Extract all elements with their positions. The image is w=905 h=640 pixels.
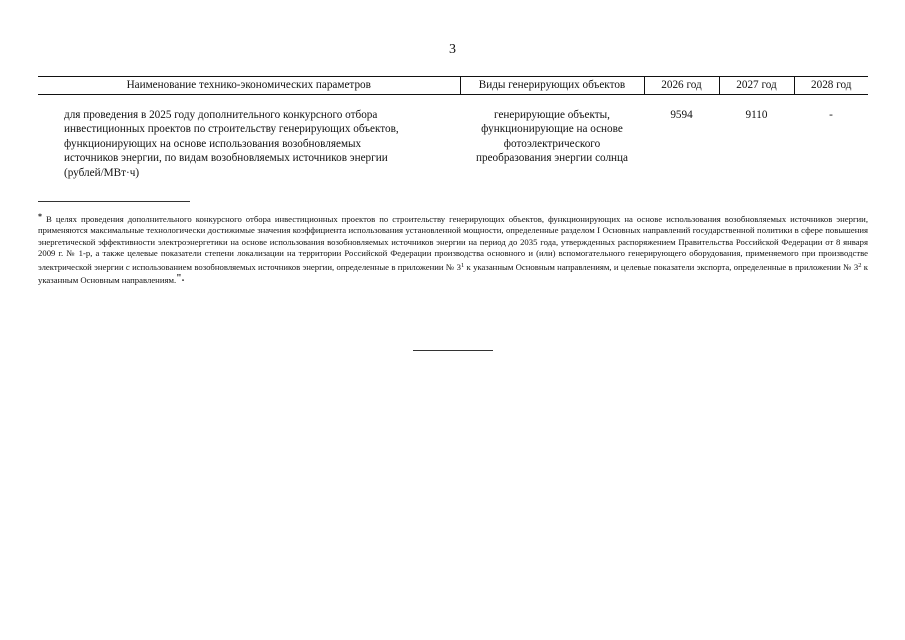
footnote-line: к указанным Основным направлениям. (38, 261, 868, 286)
document-end-rule (413, 350, 493, 351)
footnote-line: разделом I Основных направлений государственной политики в сфере повышения энергетической эффективности электроэнергетики на основе использования возобновляемых (38, 225, 869, 247)
footnote-line: источников энергии на период до 2035 года, утвержденных распоряжением Правительства Российской Федерации от 8 января 2009 г. № 1-р, (38, 236, 868, 259)
value-2028: - (829, 108, 833, 121)
footnote-superscript: 2 (858, 261, 862, 269)
footnote-closing-quote: ". (176, 273, 185, 285)
footnote-line: В целях проведения дополнительного конкурсного отбора инвестиционных проектов по строительству генерирующих объектов, функционирующих на основе использования (46, 214, 721, 224)
header-parameter-name: Наименование технико-экономических параметров (38, 77, 460, 95)
object-type-line: функционирующие на основе (481, 123, 623, 135)
footnote (38, 211, 868, 286)
object-type-cell (460, 94, 644, 181)
value-2026: 9594 (670, 108, 693, 121)
parameter-line: источников энергии, по видам возобновляемых источников энергии (64, 152, 388, 164)
parameters-table (38, 76, 868, 181)
header-year-2028: 2028 год (794, 77, 868, 95)
footnote-superscript: 1 (460, 261, 465, 269)
footnote-line: а также целевые показатели степени локализации на территории Российской Федерации производства основного и (или) вспомогательного генерирующего оборудования, (95, 248, 743, 259)
value-2027: 9110 (745, 108, 768, 121)
footnote-separator (38, 201, 190, 202)
footnote-line: к указанным Основным (464, 261, 555, 272)
header-object-types: Виды генерирующих объектов (460, 77, 644, 95)
object-type-line: фотоэлектрического (503, 137, 601, 150)
parameter-line: для проведения в 2025 году дополнительного конкурсного отбора (64, 108, 378, 121)
object-type-line: преобразования энергии солнца (476, 152, 628, 164)
header-year-2027: 2027 год (719, 77, 794, 95)
object-type-line: генерирующие объекты, (494, 108, 610, 121)
parameter-unit-line: (рублей/МВт·ч) (64, 166, 140, 179)
footnote-line: направлениям, и целевые показатели экспорта, определенные в приложении № 3 (557, 261, 859, 272)
parameters-table-wrapper (38, 76, 868, 181)
footnote-line: возобновляемых источников энергии, применяются максимальные технологически достижимые значения коэффициента использования установленной мощности, определенные (38, 214, 869, 236)
table-row (38, 94, 868, 181)
parameter-line: функционирующих на основе использования возобновляемых (64, 137, 362, 150)
parameter-cell (38, 94, 460, 181)
footnote-line: применяемого при производстве электрической энергии с использованием возобновляемых источников энергии, определенные в приложении № 3 (38, 248, 869, 272)
table-header-row (38, 77, 868, 95)
parameter-line: инвестиционных проектов по строительству генерирующих объектов, (64, 123, 399, 135)
footnote-mark: * (38, 212, 42, 221)
page-number: 3 (449, 42, 456, 57)
header-year-2026: 2026 год (644, 77, 719, 95)
